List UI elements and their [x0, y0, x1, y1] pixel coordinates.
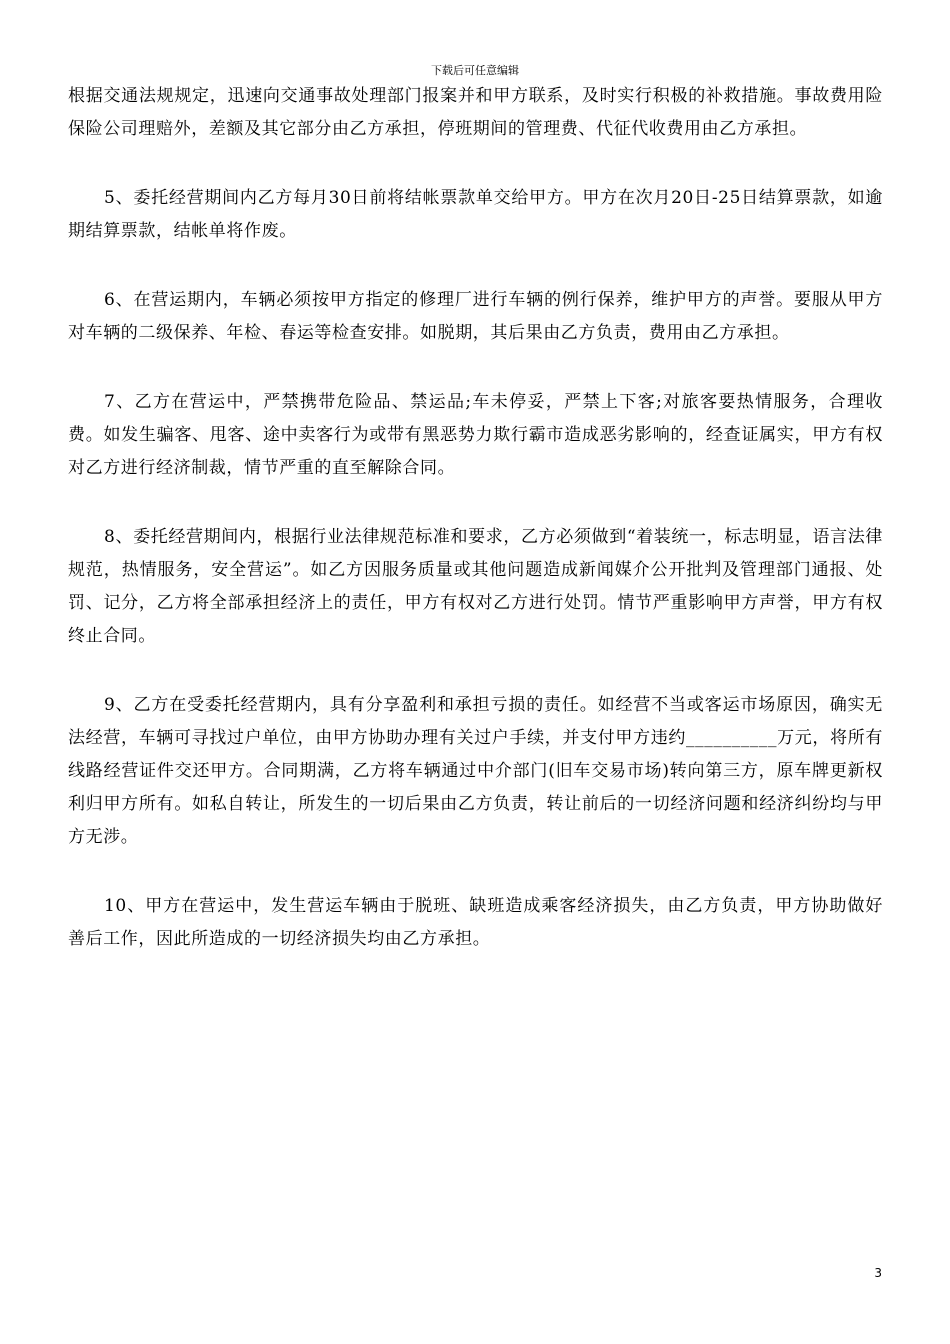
clause-9: 9、乙方在受委托经营期内，具有分享盈利和承担亏损的责任。如经营不当或客运市场原因，确实无法经营，车辆可寻找过户单位，由甲方协助办理有关过户手续，并支付甲方违约__________万元，将所有线路经营证件交还甲方。合同期满，乙方将车辆通过中介部门(旧车交易市场)转向第三方，原车牌更新权利归甲方所有。如私自转让，所发生的一切后果由乙方负责，转让前后的一切经济问题和经济纠纷均与甲方无涉。: [68, 695, 883, 847]
clause-7: 7、乙方在营运中，严禁携带危险品、禁运品;车未停妥，严禁上下客;对旅客要热情服务，合理收费。如发生骗客、甩客、途中卖客行为或带有黑恶势力欺行霸市造成恶劣影响的，经查证属实，甲方有权对乙方进行经济制裁，情节严重的直至解除合同。: [68, 392, 883, 478]
page-number: 3: [874, 1266, 882, 1280]
paragraph-continuation: 根据交通法规规定，迅速向交通事故处理部门报案并和甲方联系，及时实行积极的补救措施。事故费用险保险公司理赔外，差额及其它部分由乙方承担，停班期间的管理费、代征代收费用由乙方承担。: [68, 86, 883, 139]
clause-5: 5、委托经营期间内乙方每月30日前将结帐票款单交给甲方。甲方在次月20日-25日结算票款，如逾期结算票款，结帐单将作废。: [68, 188, 883, 241]
clause-6: 6、在营运期内，车辆必须按甲方指定的修理厂进行车辆的例行保养，维护甲方的声誉。要服从甲方对车辆的二级保养、年检、春运等检查安排。如脱期，其后果由乙方负责，费用由乙方承担。: [68, 290, 883, 343]
header-note: 下载后可任意编辑: [431, 64, 519, 77]
clause-10: 10、甲方在营运中，发生营运车辆由于脱班、缺班造成乘客经济损失，由乙方负责，甲方协助做好善后工作，因此所造成的一切经济损失均由乙方承担。: [68, 896, 883, 949]
document-body: [68, 80, 883, 992]
clause-8: 8、委托经营期间内，根据行业法律规范标准和要求，乙方必须做到“着装统一，标志明显，语言法律规范，热情服务，安全营运”。如乙方因服务质量或其他问题造成新闻媒介公开批判及管理部门通报、处罚、记分，乙方将全部承担经济上的责任，甲方有权对乙方进行处罚。情节严重影响甲方声誉，甲方有权终止合同。: [68, 527, 883, 646]
